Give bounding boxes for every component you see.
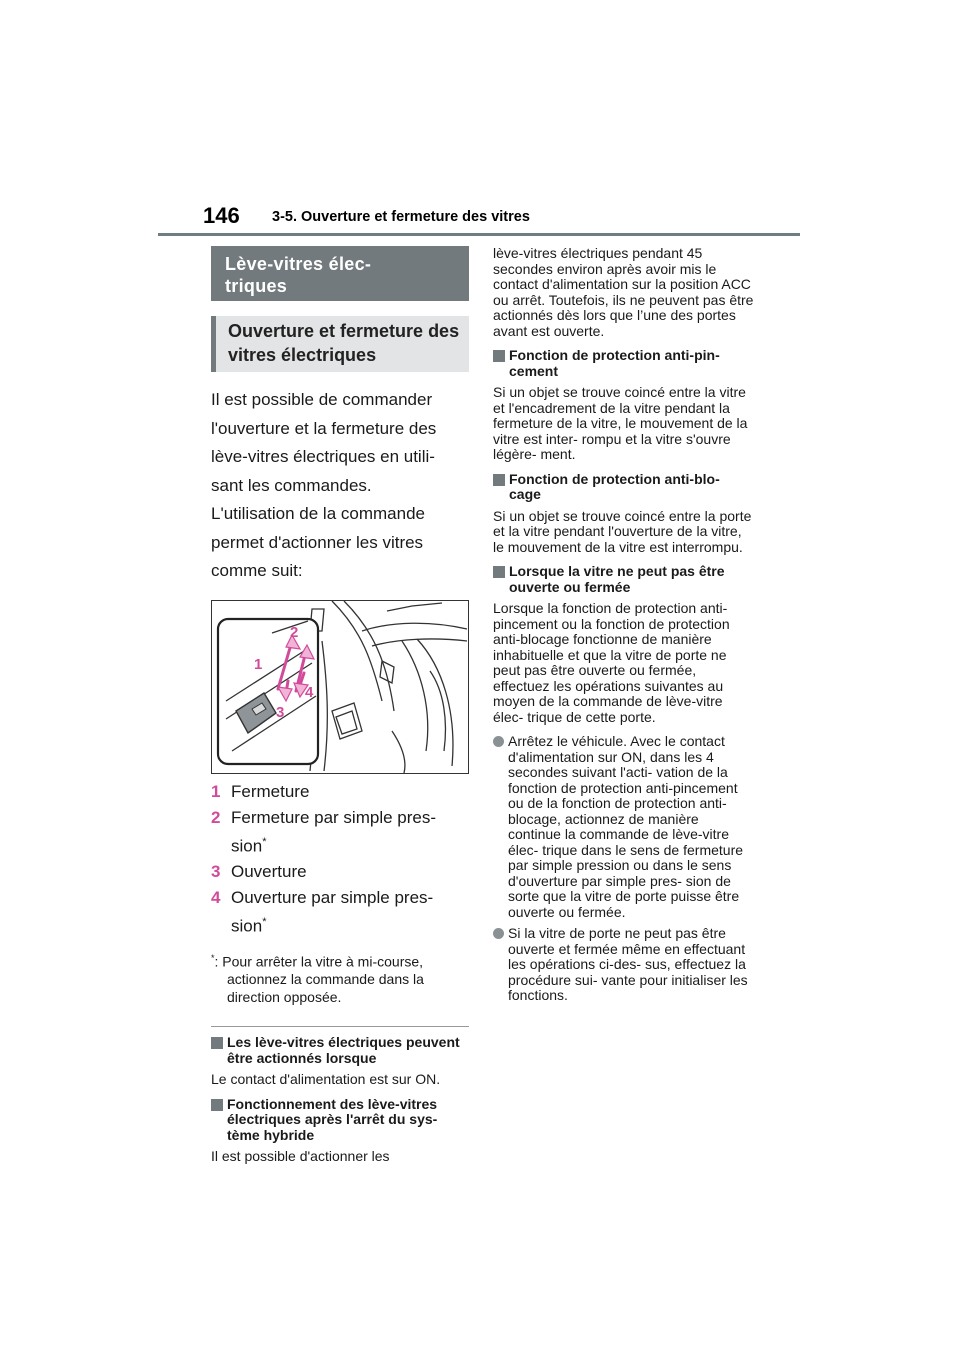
note-body: Le contact d'alimentation est sur ON. [211, 1071, 441, 1088]
note-title: Les lève-vitres électriques peuvent être actionnés lorsque [227, 1034, 460, 1066]
note-body: Si un objet se trouve coincé entre la vitre et l'encadrement de la vitre pendant la fermeture de la vitre, le mouvement de la vitre est inter- rompu et la vitre s'ouvre légère- ment. [493, 384, 748, 462]
note-heading [211, 1097, 469, 1144]
figure-label-2: 2 [290, 623, 299, 641]
bullet-text: Si la vitre de porte ne peut pas être ouverte et fermée même en effectuant les opérations ci-des- sus, effectuez la procédure sui- vante pour initialiser les fonctions. [508, 925, 748, 1003]
note-body: Il est possible d'actionner les [211, 1148, 390, 1165]
legend-number: 2 [211, 807, 221, 827]
note-title: Fonction de protection anti-blo- cage [509, 470, 720, 502]
note-body: Si un objet se trouve coincé entre la porte et la vitre pendant l'ouverture de la vitre, le mouvement de la vitre est interrompu. [493, 507, 752, 555]
legend-footnote-mark: * [262, 835, 267, 848]
page-number: 146 [203, 203, 240, 228]
note-title: Lorsque la vitre ne peut pas être ouverte ou fermée [509, 563, 725, 595]
round-bullet-icon [493, 928, 504, 939]
square-bullet-icon [211, 1099, 223, 1111]
figure-label-3: 3 [276, 703, 285, 721]
right-column [493, 246, 755, 1010]
note-title: Fonctionnement des lève-vitres électriques après l'arrêt du sys- tème hybride [227, 1095, 438, 1143]
figure-label-4: 4 [305, 683, 314, 701]
legend-number: 3 [211, 862, 221, 882]
note-heading [211, 1035, 469, 1066]
subsection-title: Ouverture et fermeture des vitres électriques [211, 316, 469, 372]
section-divider [211, 1026, 469, 1027]
legend-list [211, 780, 469, 939]
bullet-item [493, 734, 755, 920]
square-bullet-icon [493, 474, 505, 486]
legend-item [211, 780, 469, 804]
legend-text: Ouverture [231, 862, 307, 882]
legend-text: Ouverture par simple pres- sion [231, 888, 434, 936]
square-bullet-icon [211, 1037, 223, 1049]
header-rule [158, 233, 800, 236]
legend-text: Fermeture [231, 781, 310, 801]
legend-item [211, 806, 469, 859]
bullet-item [493, 926, 755, 1004]
section-title: Lève-vitres élec- triques [211, 246, 469, 301]
note-heading [493, 348, 755, 379]
legend-item [211, 860, 469, 884]
intro-text [211, 386, 469, 586]
note-heading [493, 472, 755, 503]
note-heading [493, 564, 755, 595]
square-bullet-icon [493, 566, 505, 578]
chapter-title: 3-5. Ouverture et fermeture des vitres [272, 209, 530, 225]
intro-paragraph-2: L'utilisation de la commande permet d'actionner les vitres comme suit: [211, 504, 425, 580]
window-switch-illustration [211, 600, 469, 774]
note-title: Fonction de protection anti-pin- cement [509, 347, 720, 379]
footnote-mark: * [211, 952, 215, 963]
legend-number: 1 [211, 781, 221, 801]
footnote-text: : Pour arrêter la vitre à mi-course, actionnez la commande dans la direction opposée. [214, 953, 424, 1006]
note-body-continued: lève-vitres électriques pendant 45 secondes environ après avoir mis le contact d'alimentation sur la position ACC ou arrêt. Toutefois, ils ne peuvent pas être actionnés dès lors que l’une des portes avant est ouverte. [493, 245, 754, 339]
square-bullet-icon [493, 350, 505, 362]
legend-number: 4 [211, 888, 221, 908]
legend-text: Fermeture par simple pres- sion [231, 807, 437, 856]
legend-item [211, 886, 469, 939]
bullet-text: Arrêtez le véhicule. Avec le contact d'alimentation sur ON, dans les 4 secondes suivant l'acti- vation de la fonction de protection anti-pincement ou de la fonction de protection anti-blocage, actionnez de manière continue la commande de lève-vitre élec- trique dans le sens de fermeture par simple pression ou dans le sens d'ouverture par simple pres- sion de sorte que la vitre de porte puisse être ouverte ou fermée. [508, 733, 744, 920]
left-column [211, 246, 469, 1174]
footnote [211, 949, 469, 1007]
intro-paragraph-1: Il est possible de commander l'ouverture et la fermeture des lève-vitres électriques en utili- sant les commandes. [211, 390, 437, 495]
illustration-drawing [212, 601, 468, 773]
figure-label-1: 1 [254, 655, 263, 673]
note-body: Lorsque la fonction de protection anti-pincement ou la fonction de protection anti-blocage fonctionne de manière inhabituelle et que la vitre de porte ne peut pas être ouverte ou fermée, effectuez les opérations suivantes au moyen de la commande de lève-vitre élec- trique de cette porte. [493, 600, 730, 725]
legend-footnote-mark: * [262, 916, 267, 929]
round-bullet-icon [493, 736, 504, 747]
